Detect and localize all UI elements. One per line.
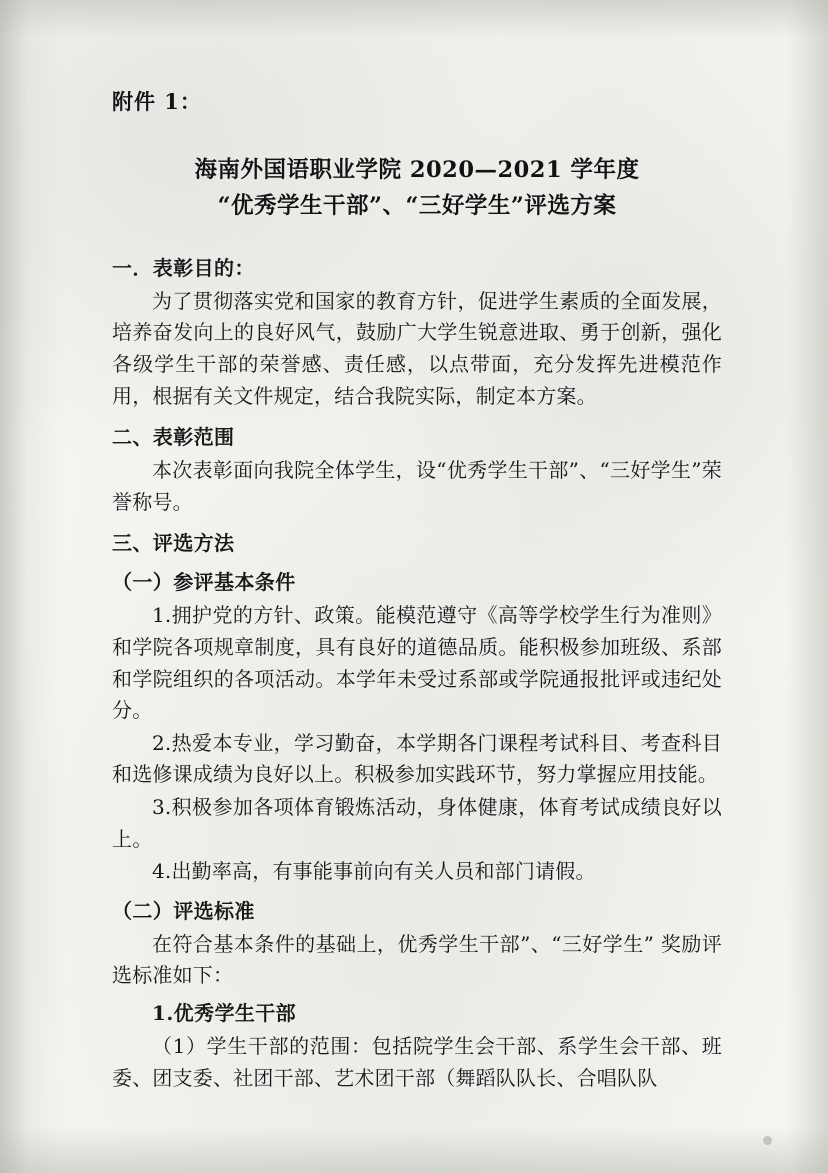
- basic-condition-item-3: 3.积极参加各项体育锻炼活动，身体健康，体育考试成绩良好以上。: [112, 795, 722, 851]
- page-title-line-1: 海南外国语职业学院 2020—2021 学年度: [194, 157, 640, 183]
- criteria-item-heading-excellent-cadre: 1.优秀学生干部: [152, 1000, 297, 1025]
- scan-edge-shadow-right: [788, 0, 828, 1173]
- basic-condition-item-1: 1.拥护党的方针、政策。能模范遵守《高等学校学生行为准则》和学院各项规章制度，具有良好的道德品质。能积极参加班级、系部和学院组织的各项活动。本学年未受过系部或学院通报批评或违纪处分。: [112, 603, 722, 723]
- scan-edge-shadow-left: [0, 0, 62, 1173]
- section-paragraph-scope: 本次表彰面向我院全体学生，设“优秀学生干部”、“三好学生”荣誉称号。: [112, 458, 722, 514]
- page-title-line-2: “优秀学生干部”、“三好学生”评选方案: [217, 193, 617, 220]
- scan-edge-shadow-bottom: [0, 1127, 828, 1173]
- attachment-label: 附件 1：: [112, 89, 202, 114]
- section-heading-purpose: 一．表彰目的：: [112, 255, 255, 280]
- scan-speck-mark: [763, 1136, 772, 1145]
- criteria-intro-paragraph: 在符合基本条件的基础上，优秀学生干部”、“三好学生” 奖励评选标准如下：: [112, 931, 722, 988]
- page-title: [112, 152, 722, 225]
- basic-condition-item-2: 2.热爱本专业，学习勤奋，本学期各门课程考试科目、考查科目和选修课成绩为良好以上。积极参加实践环节，努力掌握应用技能。: [112, 730, 722, 787]
- section-heading-scope: 二、表彰范围: [112, 425, 235, 450]
- section-paragraph-purpose: 为了贯彻落实党和国家的教育方针，促进学生素质的全面发展，培养奋发向上的良好风气，鼓励广大学生锐意进取、勇于创新，强化各级学生干部的荣誉感、责任感，以点带面，充分发挥先进模范作用，根据有关文件规定，结合我院实际，制定本方案。: [112, 288, 722, 408]
- subsection-heading-criteria: （二）评选标准: [112, 898, 255, 923]
- section-heading-method: 三、评选方法: [112, 531, 235, 556]
- basic-condition-item-4: 4.出勤率高，有事能事前向有关人员和部门请假。: [152, 859, 596, 884]
- criteria-item-paragraph-cadre-scope: （1）学生干部的范围：包括院学生会干部、系学生会干部、班委、团支委、社团干部、艺术团干部（舞蹈队队长、合唱队队: [112, 1033, 722, 1090]
- subsection-heading-basic-conditions: （一）参评基本条件: [112, 570, 296, 595]
- document-body: [112, 86, 722, 1095]
- scan-edge-shadow-top: [0, 0, 828, 38]
